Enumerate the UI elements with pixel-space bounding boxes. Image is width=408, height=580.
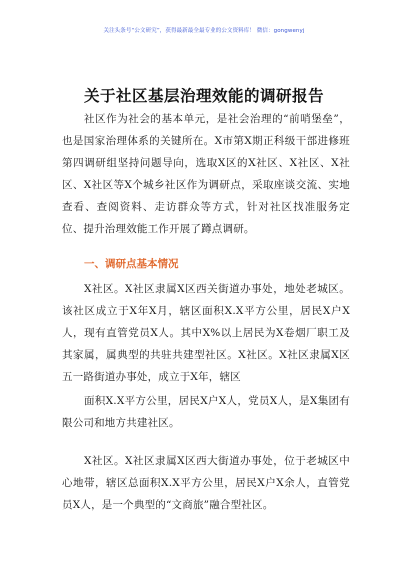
body-paragraph-2: 面积X.X平方公里，居民X户X人，党员X人，是X集团有限公司和地方共建社区。 xyxy=(62,395,350,429)
body-paragraph-3: X社区。X社区隶属X区西大街道办事处，位于老城区中心地带，辖区总面积X.X平方公里，居民X户X余人，直管党员X人，是一个典型的“文商旅”融合型社区。 xyxy=(62,455,350,511)
document-title: 关于社区基层治理效能的调研报告 xyxy=(83,86,324,105)
header-banner: 关注头条号“公文研究”，获得最新最全最专业的公文资料库！ 微信：gongwenyj xyxy=(103,28,305,34)
section-heading: 一、调研点基本情况 xyxy=(84,258,179,270)
intro-paragraph: 社区作为社会的基本单元，是社会治理的“前哨堡垒”，也是国家治理体系的关键所在。X市第X期正科级干部进修班第四调研组坚持问题导向，选取X区的X社区、X社区、X社区、X社区等X个城乡社区作为调研点，采取座谈交流、实地查看、查阅资料、走访群众等方式，针对社区找准服务定位、提升治理效能工作开展了蹲点调研。 xyxy=(62,113,350,235)
body-paragraph-1: X社区。X社区隶属X区西关街道办事处，地处老城区。该社区成立于X年X月，辖区面积X.X平方公里，居民X户X人，现有直管党员X人。其中X%以上居民为X卷烟厂职工及其家属，属典型的共驻共建型社区。X社区。X社区隶属X区五一路街道办事处，成立于X年，辖区 xyxy=(62,283,350,383)
